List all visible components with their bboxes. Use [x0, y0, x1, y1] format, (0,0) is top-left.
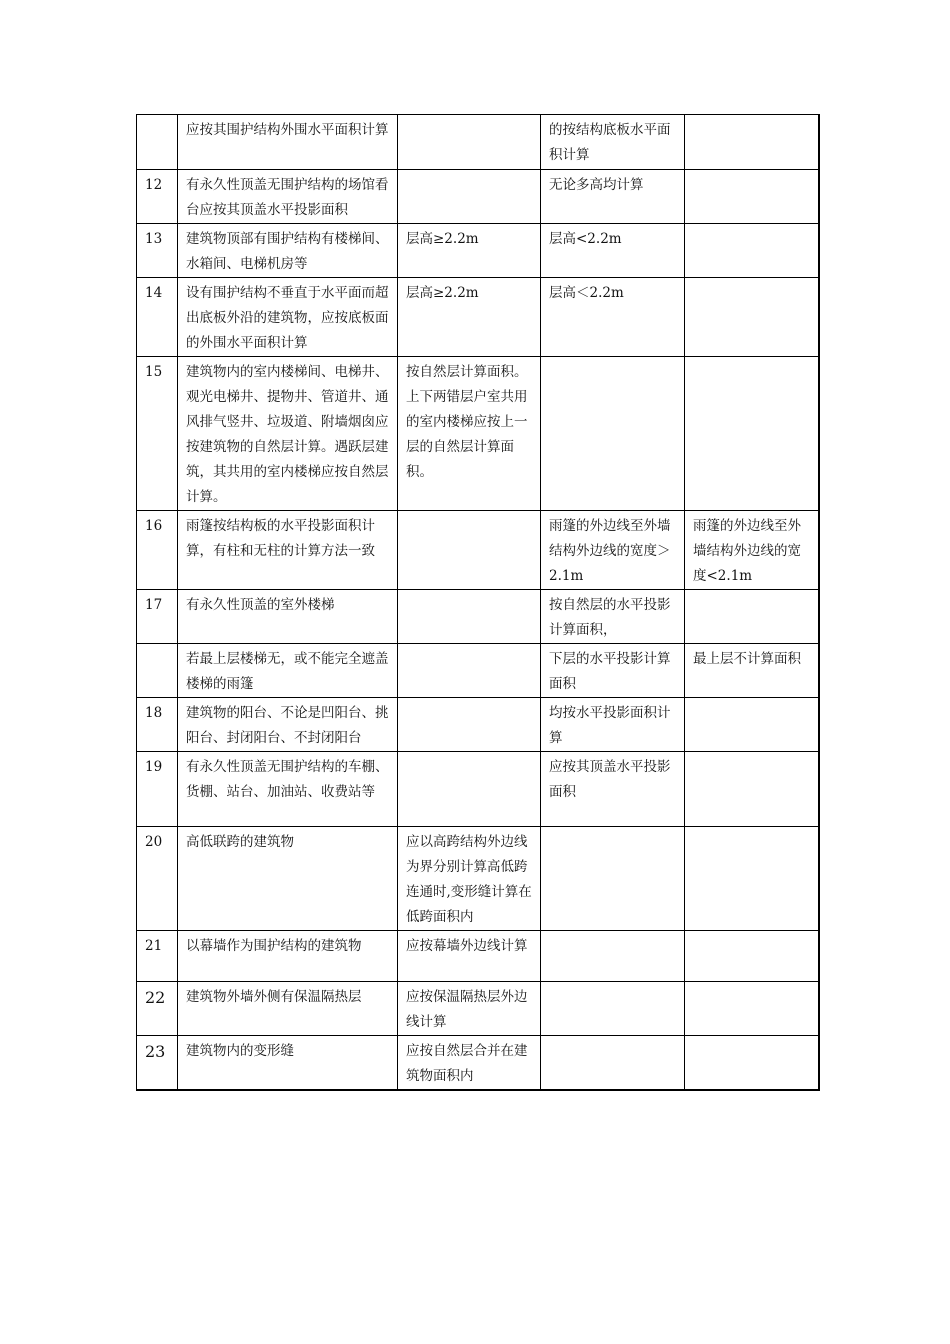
full-area-cell	[541, 931, 685, 982]
full-area-cell: 层高<2.2m	[541, 224, 685, 278]
half-area-cell: 最上层不计算面积	[685, 644, 819, 698]
condition-cell: 层高≥2.2m	[398, 278, 541, 357]
half-area-cell	[685, 931, 819, 982]
half-area-cell	[685, 115, 819, 170]
item-description: 建筑物的阳台、不论是凹阳台、挑阳台、封闭阳台、不封闭阳台	[178, 698, 398, 752]
item-description: 应按其围护结构外围水平面积计算	[178, 115, 398, 170]
table-row	[137, 698, 819, 752]
item-description: 有永久性顶盖的室外楼梯	[178, 590, 398, 644]
full-area-cell: 下层的水平投影计算面积	[541, 644, 685, 698]
table-row	[137, 590, 819, 644]
table-row	[137, 827, 819, 931]
row-number: 23	[137, 1036, 178, 1091]
half-area-cell	[685, 357, 819, 511]
item-description: 雨篷按结构板的水平投影面积计算，有柱和无柱的计算方法一致	[178, 511, 398, 590]
half-area-cell	[685, 170, 819, 224]
table-row	[137, 115, 819, 170]
condition-cell: 应按保温隔热层外边线计算	[398, 982, 541, 1036]
table-row	[137, 511, 819, 590]
condition-cell	[398, 170, 541, 224]
row-number: 12	[137, 170, 178, 224]
table-row	[137, 752, 819, 827]
row-number: 15	[137, 357, 178, 511]
half-area-cell: 雨篷的外边线至外墙结构外边线的宽度<2.1m	[685, 511, 819, 590]
condition-cell	[398, 752, 541, 827]
condition-cell	[398, 698, 541, 752]
row-number: 17	[137, 590, 178, 644]
item-description: 建筑物内的室内楼梯间、电梯井、观光电梯井、提物井、管道井、通风排气竖井、垃圾道、附墙烟囱应按建筑物的自然层计算。遇跃层建筑，其共用的室内楼梯应按自然层计算。	[178, 357, 398, 511]
item-description: 高低联跨的建筑物	[178, 827, 398, 931]
half-area-cell	[685, 224, 819, 278]
table-row	[137, 931, 819, 982]
table-row	[137, 982, 819, 1036]
condition-cell	[398, 115, 541, 170]
full-area-cell: 的按结构底板水平面积计算	[541, 115, 685, 170]
table-row	[137, 1036, 819, 1091]
full-area-cell: 雨篷的外边线至外墙结构外边线的宽度＞2.1m	[541, 511, 685, 590]
table-row	[137, 170, 819, 224]
half-area-cell	[685, 827, 819, 931]
row-number: 20	[137, 827, 178, 931]
full-area-cell: 按自然层的水平投影计算面积，	[541, 590, 685, 644]
row-number: 14	[137, 278, 178, 357]
half-area-cell	[685, 590, 819, 644]
full-area-cell: 应按其顶盖水平投影面积	[541, 752, 685, 827]
item-description: 建筑物外墙外侧有保温隔热层	[178, 982, 398, 1036]
item-description: 有永久性顶盖无围护结构的场馆看台应按其顶盖水平投影面积	[178, 170, 398, 224]
half-area-cell	[685, 1036, 819, 1091]
item-description: 设有围护结构不垂直于水平面而超出底板外沿的建筑物，应按底板面的外围水平面积计算	[178, 278, 398, 357]
row-number: 22	[137, 982, 178, 1036]
half-area-cell	[685, 752, 819, 827]
full-area-cell	[541, 982, 685, 1036]
half-area-cell	[685, 982, 819, 1036]
full-area-cell	[541, 357, 685, 511]
condition-cell: 层高≥2.2m	[398, 224, 541, 278]
item-description: 以幕墙作为围护结构的建筑物	[178, 931, 398, 982]
item-description: 建筑物内的变形缝	[178, 1036, 398, 1091]
table-row	[137, 357, 819, 511]
item-description: 有永久性顶盖无围护结构的车棚、货棚、站台、加油站、收费站等	[178, 752, 398, 827]
full-area-cell: 层高＜2.2m	[541, 278, 685, 357]
condition-cell: 应按自然层合并在建筑物面积内	[398, 1036, 541, 1091]
full-area-cell: 无论多高均计算	[541, 170, 685, 224]
table-row	[137, 224, 819, 278]
full-area-cell	[541, 1036, 685, 1091]
half-area-cell	[685, 698, 819, 752]
full-area-cell	[541, 827, 685, 931]
condition-cell	[398, 644, 541, 698]
condition-cell	[398, 590, 541, 644]
row-number: 13	[137, 224, 178, 278]
row-number	[137, 644, 178, 698]
condition-cell	[398, 511, 541, 590]
condition-cell: 应按幕墙外边线计算	[398, 931, 541, 982]
table-row	[137, 278, 819, 357]
row-number: 19	[137, 752, 178, 827]
table-row	[137, 644, 819, 698]
row-number: 18	[137, 698, 178, 752]
condition-cell: 按自然层计算面积。上下两错层户室共用的室内楼梯应按上一层的自然层计算面积。	[398, 357, 541, 511]
row-number: 16	[137, 511, 178, 590]
half-area-cell	[685, 278, 819, 357]
condition-cell: 应以高跨结构外边线为界分别计算高低跨连通时,变形缝计算在低跨面积内	[398, 827, 541, 931]
area-calculation-table	[136, 114, 820, 1091]
item-description: 若最上层楼梯无，或不能完全遮盖楼梯的雨篷	[178, 644, 398, 698]
row-number	[137, 115, 178, 170]
item-description: 建筑物顶部有围护结构有楼梯间、水箱间、电梯机房等	[178, 224, 398, 278]
row-number: 21	[137, 931, 178, 982]
full-area-cell: 均按水平投影面积计算	[541, 698, 685, 752]
